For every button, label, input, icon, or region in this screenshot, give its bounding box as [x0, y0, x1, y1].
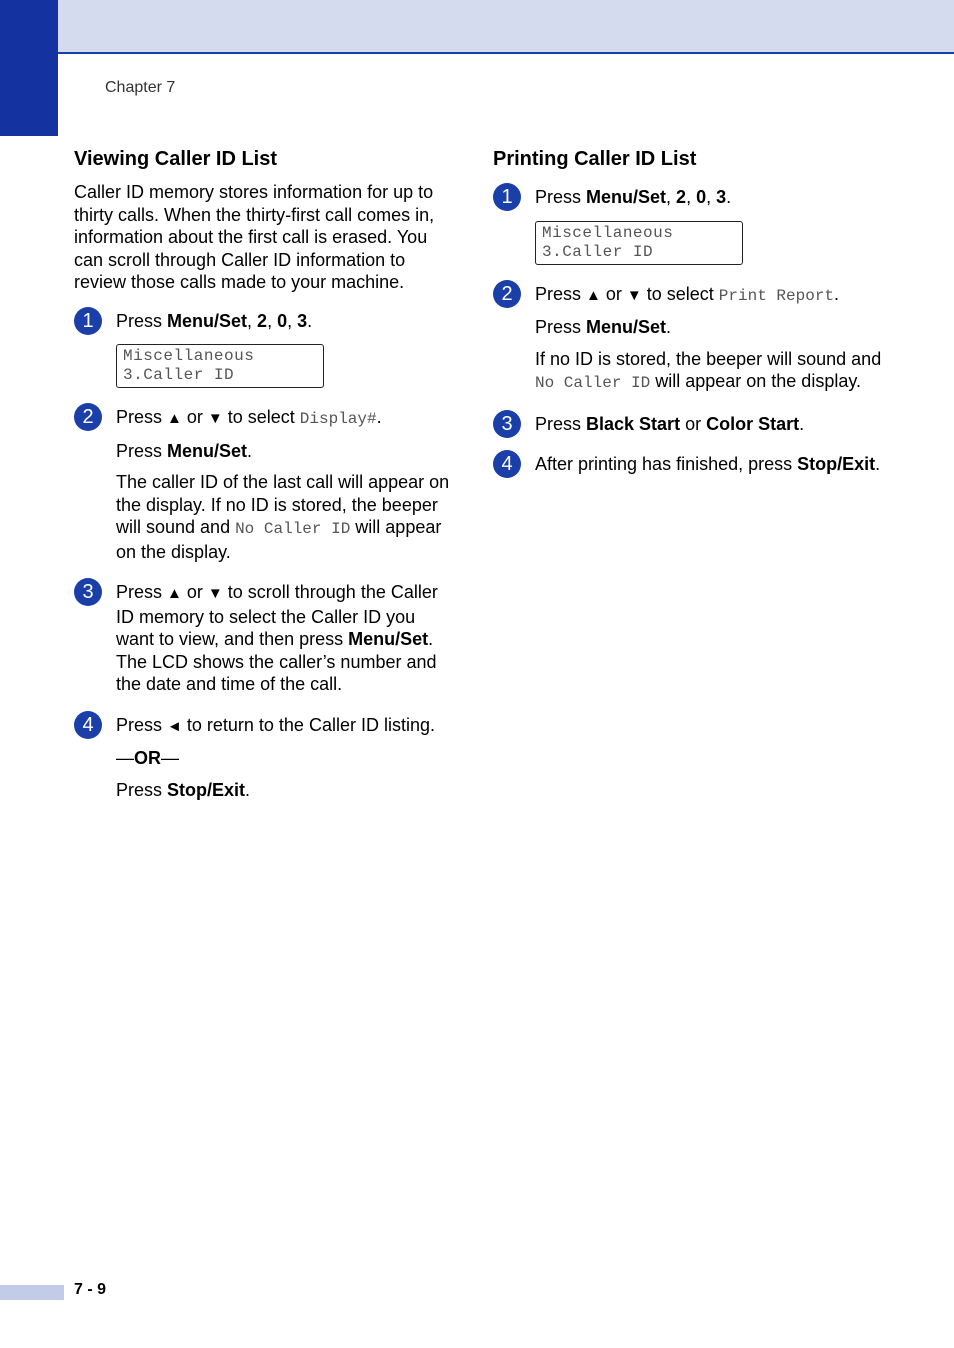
lcd-message: No Caller ID	[535, 374, 651, 392]
step-3: 3 Press ▲ or ▼ to scroll through the Caller ID memory to select the Caller ID you want to view, and then press Menu/Set. The LCD shows the caller’s number and the date and time of the call.	[74, 581, 454, 696]
left-arrow-icon: ◄	[167, 717, 182, 735]
lcd-line-1: Miscellaneous	[542, 223, 674, 242]
down-arrow-icon: ▼	[626, 286, 642, 304]
step-number: 2	[493, 280, 521, 308]
chapter-tab	[0, 0, 58, 136]
step-number: 1	[74, 307, 102, 335]
footer-bar	[0, 1285, 64, 1300]
down-arrow-icon: ▼	[207, 585, 223, 602]
printing-section	[493, 146, 893, 494]
chapter-label: Chapter 7	[105, 79, 176, 96]
step-number: 4	[74, 711, 102, 739]
step-number: 2	[74, 403, 102, 431]
step-number: 3	[493, 410, 521, 438]
section-title: Printing Caller ID List	[493, 148, 697, 170]
step-1: 1 Press Menu/Set, 2, 0, 3. Miscellaneous 3.Caller ID	[493, 186, 893, 265]
lcd-display	[116, 344, 324, 388]
step-2: 2 Press ▲ or ▼ to select Print Report. Press Menu/Set. If no ID is stored, the beeper will sound and No Caller ID will appear on the display.	[493, 283, 893, 395]
lcd-message: No Caller ID	[235, 520, 351, 538]
step-2: 2 Press ▲ or ▼ to select Display#. Press Menu/Set. The caller ID of the last call will appear on the display. If no ID is stored, the beeper will sound and No Caller ID will appear on the display.	[74, 406, 454, 563]
header-band	[0, 0, 954, 54]
section-title: Viewing Caller ID List	[74, 148, 278, 170]
lcd-line-1: Miscellaneous	[123, 347, 255, 365]
up-arrow-icon: ▲	[167, 410, 182, 427]
lcd-line-2: 3.Caller ID	[123, 366, 235, 384]
step-4: 4 After printing has finished, press Stop/Exit.	[493, 453, 893, 476]
lcd-line-2: 3.Caller ID	[542, 242, 654, 261]
step-3: 3 Press Black Start or Color Start.	[493, 413, 893, 436]
step-number: 3	[74, 578, 102, 606]
lcd-display	[535, 221, 743, 265]
up-arrow-icon: ▲	[167, 585, 182, 602]
step-number: 4	[493, 450, 521, 478]
page-number: 7 - 9	[74, 1281, 107, 1298]
down-arrow-icon: ▼	[207, 410, 223, 427]
step-1: 1 Press Menu/Set, 2, 0, 3. Miscellaneous 3.Caller ID	[74, 310, 454, 389]
or-separator: —OR—	[116, 748, 179, 768]
lcd-option: Print Report	[718, 286, 835, 305]
step-4: 4 Press ◄ to return to the Caller ID listing. —OR— Press Stop/Exit.	[74, 714, 454, 802]
lcd-option: Display#	[299, 410, 377, 428]
up-arrow-icon: ▲	[586, 286, 601, 304]
step-number: 1	[493, 183, 521, 211]
viewing-section	[74, 146, 454, 819]
intro-text: Caller ID memory stores information for up to thirty calls. When the thirty-first call comes in, information about the first call is erased. You can scroll through Caller ID information to review those calls made to your machine.	[74, 182, 435, 292]
